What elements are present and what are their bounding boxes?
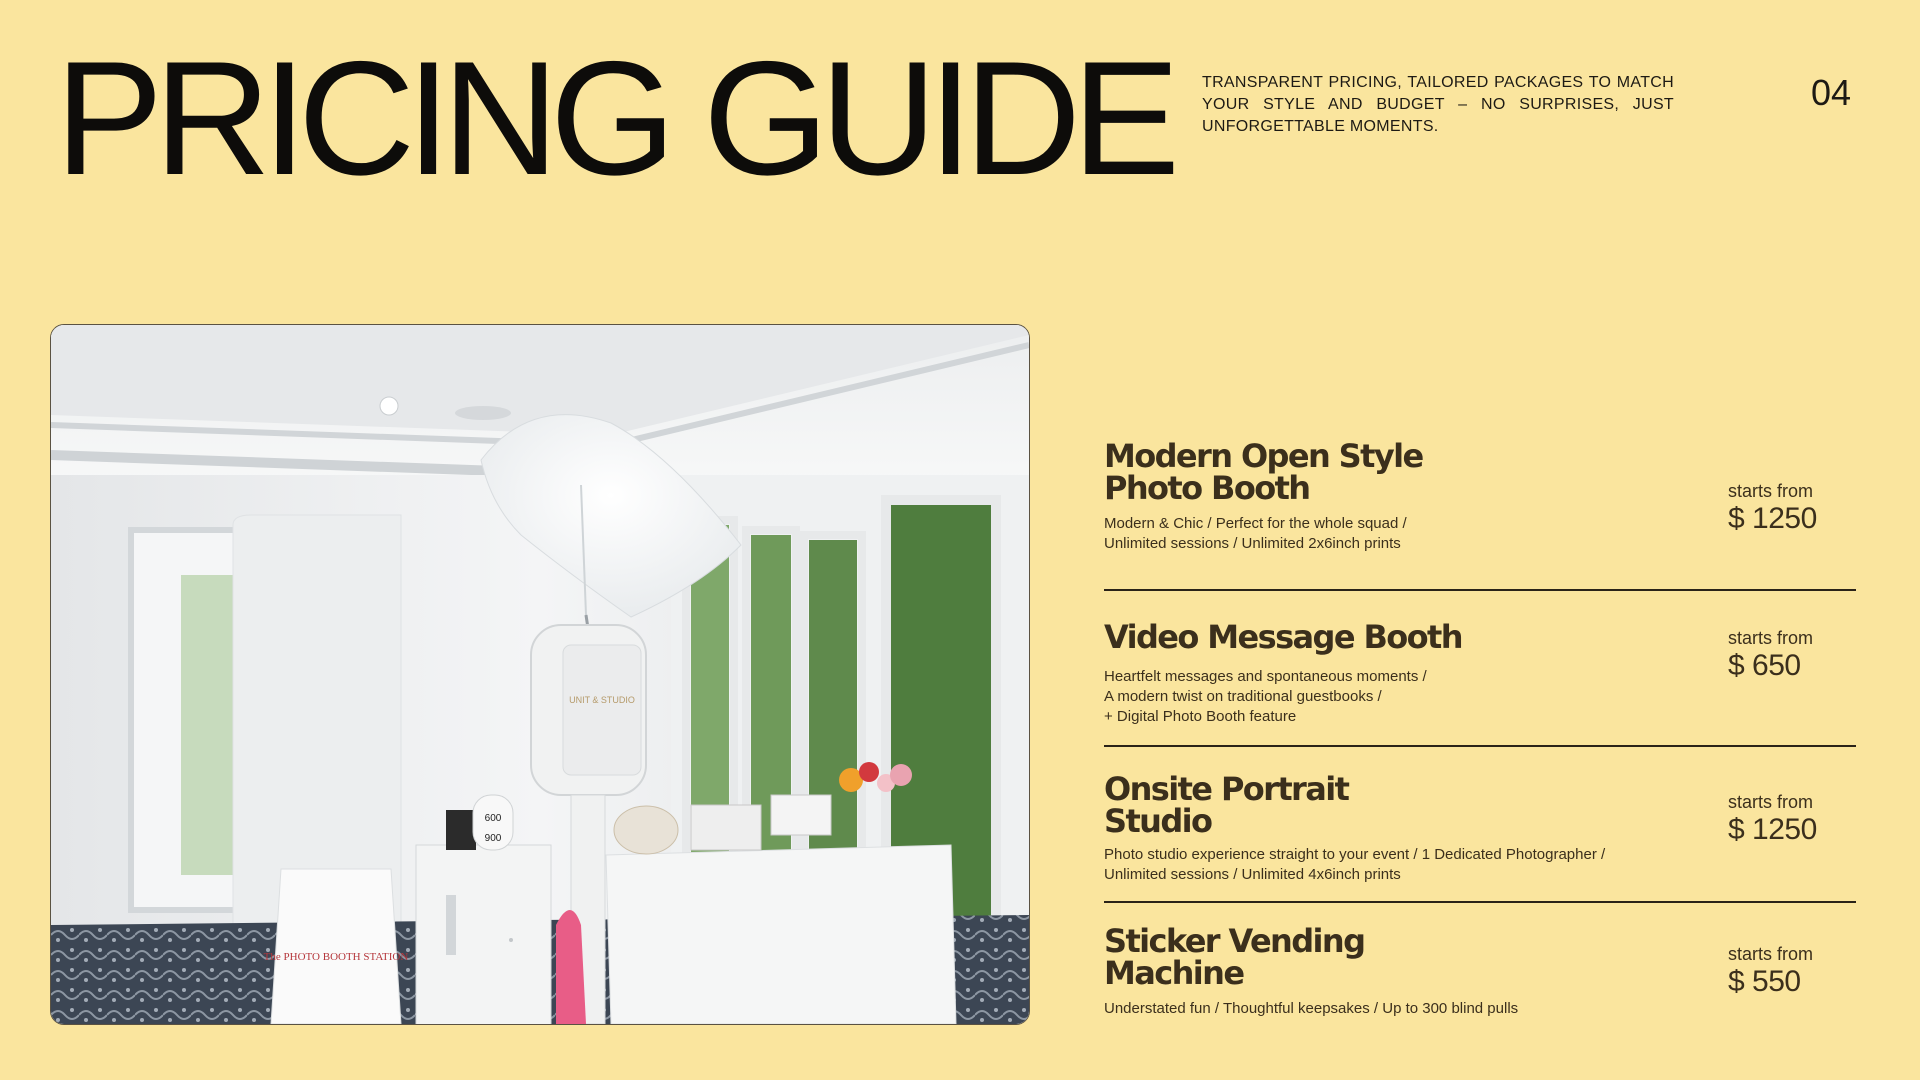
package-price-box [1728,480,1868,536]
package-name: Video Message Booth [1104,618,1462,656]
starts-from-label: starts from [1728,792,1814,812]
package-price: $ 1250 [1728,502,1817,535]
package-item [1104,437,1856,591]
package-price-box [1728,791,1868,847]
starts-from-label: starts from [1728,628,1814,648]
package-price: $ 650 [1728,649,1801,682]
package-description: Heartfelt messages and spontaneous moments / A modern twist on traditional guestbooks / + Digital Photo Booth feature [1104,668,1427,725]
station-sign-text: The PHOTO BOOTH STATION [263,951,409,963]
balloon-number-1: 600 [484,813,502,824]
package-price: $ 1250 [1728,813,1817,846]
package-name: Modern Open Style Photo Booth [1104,437,1423,507]
tagline: TRANSPARENT PRICING, TAILORED PACKAGES TO MATCH YOUR STYLE AND BUDGET – NO SURPRISES, JUST UNFORGETTABLE MOMENTS. [1202,74,1674,135]
package-price-box [1728,943,1868,999]
package-name: Onsite Portrait Studio [1104,770,1349,840]
package-description: Photo studio experience straight to your event / 1 Dedicated Photographer / Unlimited sessions / Unlimited 4x6inch prints [1104,846,1606,883]
balloon-number-2: 900 [484,833,502,844]
package-description: Modern & Chic / Perfect for the whole squad / Unlimited sessions / Unlimited 2x6inch prints [1104,515,1407,552]
package-list [1104,437,1856,1023]
package-item [1104,903,1856,1023]
starts-from-label: starts from [1728,944,1814,964]
package-name: Sticker Vending Machine [1104,922,1365,992]
booth-logo-text: UNIT & STUDIO [569,695,635,705]
package-item [1104,591,1856,747]
package-price-box [1728,627,1868,683]
page-number: 04 [1811,72,1852,113]
package-description: Understated fun / Thoughtful keepsakes / Up to 300 blind pulls [1104,1000,1519,1017]
package-price: $ 550 [1728,965,1801,998]
page-title: PRICING GUIDE [55,28,1172,209]
booth-setup-photo [50,324,1030,1025]
package-item [1104,747,1856,903]
booth-photo-illustration [51,325,1029,1024]
starts-from-label: starts from [1728,481,1814,501]
